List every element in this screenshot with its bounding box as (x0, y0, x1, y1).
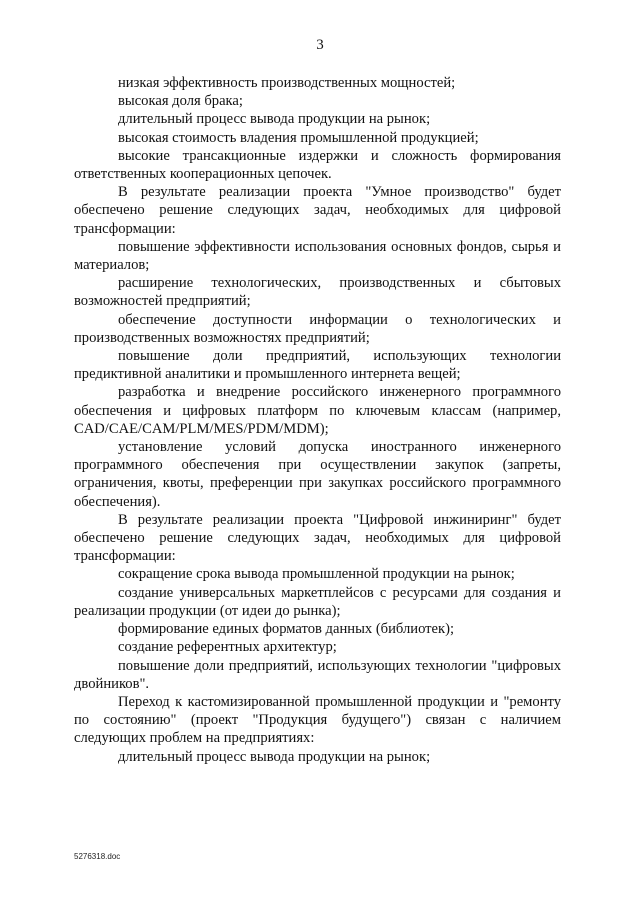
paragraph: создание референтных архитектур; (118, 639, 337, 656)
paragraph: высокая стоимость владения промышленной продукцией; (118, 129, 479, 146)
page-number: 3 (316, 37, 324, 53)
paragraph: длительный процесс вывода продукции на рынок; (118, 111, 431, 128)
paragraph: В результате реализации проекта "Цифровой инжиниринг" будет обеспечено решение следующих задач, необходимых для цифровой трансформации: (74, 511, 561, 565)
paragraph: высокая доля брака; (118, 93, 243, 110)
paragraph: высокие трансакционные издержки и сложность формирования ответственных кооперационных цепочек. (74, 147, 561, 183)
footer-filename: 5276318.doc (74, 852, 121, 861)
paragraph: сокращение срока вывода промышленной продукции на рынок; (118, 566, 515, 583)
paragraph: длительный процесс вывода продукции на рынок; (118, 748, 431, 765)
paragraph: Переход к кастомизированной промышленной продукции и "ремонту по состоянию" (проект "Продукция будущего") связан с наличием следующих проблем на предприятиях: (74, 693, 561, 747)
paragraph: установление условий допуска иностранного инженерного программного обеспечения при осуществлении закупок (запреты, ограничения, квоты, преференции при закупках российского программного обеспечения). (74, 439, 561, 510)
paragraph: В результате реализации проекта "Умное производство" будет обеспечено решение следующих задач, необходимых для цифровой трансформации: (74, 184, 561, 237)
paragraph: формирование единых форматов данных (библиотек); (118, 621, 455, 638)
paragraph: повышение доли предприятий, использующих технологии предиктивной аналитики и промышленного интернета вещей; (74, 348, 561, 383)
paragraph: разработка и внедрение российского инженерного программного обеспечения и цифровых платформ по ключевым классам (например, CAD/CAE/CAM/PLM/MES/PDM/MDM); (74, 384, 561, 437)
document-body (74, 74, 561, 766)
paragraph: создание универсальных маркетплейсов с ресурсами для создания и реализации продукции (от идеи до рынка); (74, 584, 561, 619)
paragraph: низкая эффективность производственных мощностей; (118, 75, 456, 91)
paragraph: расширение технологических, производственных и сбытовых возможностей предприятий; (74, 275, 561, 310)
paragraph: повышение эффективности использования основных фондов, сырья и материалов; (74, 238, 561, 274)
paragraph: повышение доли предприятий, использующих технологии "цифровых двойников". (74, 657, 561, 692)
paragraph: обеспечение доступности информации о технологических и производственных возможностях предприятий; (74, 311, 561, 346)
